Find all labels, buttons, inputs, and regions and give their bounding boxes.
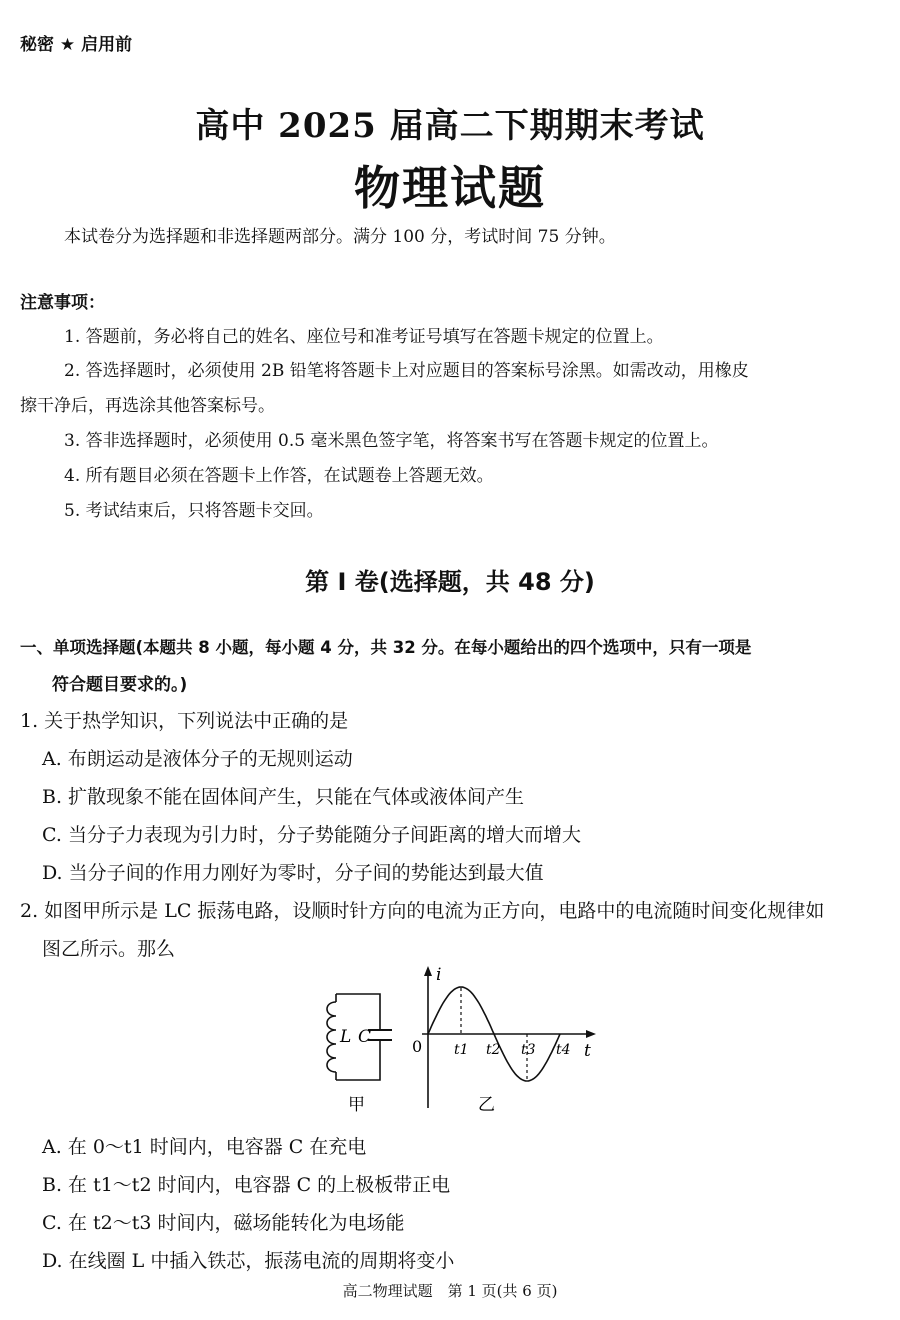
graph-caption: 乙 xyxy=(478,1095,495,1115)
question-1-option-c: C. 当分子力表现为引力时，分子势能随分子间距离的增大而增大 xyxy=(42,824,581,846)
tick-t1: t1 xyxy=(454,1042,469,1058)
notice-item-2-cont: 擦干净后，再选涂其他答案标号。 xyxy=(20,396,275,416)
part1-heading-cont: 符合题目要求的。) xyxy=(52,675,188,695)
notice-item-2: 2. 答选择题时，必须使用 2B 铅笔将答题卡上对应题目的答案标号涂黑。如需改动，用橡皮 xyxy=(64,361,749,381)
notice-item-1: 1. 答题前，务必将自己的姓名、座位号和准考证号填写在答题卡规定的位置上。 xyxy=(64,327,664,347)
notice-heading: 注意事项： xyxy=(20,293,105,313)
inductor-label: L xyxy=(340,1027,352,1047)
part1-heading: 一、单项选择题(本题共 8 小题，每小题 4 分，共 32 分。在每小题给出的四个选项中，只有一项是 xyxy=(20,638,752,657)
section-title: 第 I 卷(选择题，共 48 分) xyxy=(305,568,595,596)
question-2-option-a: A. 在 0～t1 时间内，电容器 C 在充电 xyxy=(42,1136,367,1158)
lc-figure xyxy=(300,960,620,1120)
question-2-stem: 2. 如图甲所示是 LC 振荡电路，设顺时针方向的电流为正方向，电路中的电流随时间变化规律如 xyxy=(20,900,825,922)
tick-t3: t3 xyxy=(521,1042,536,1058)
question-1-option-b: B. 扩散现象不能在固体间产生，只能在气体或液体间产生 xyxy=(42,786,525,808)
question-2-option-b: B. 在 t1～t2 时间内，电容器 C 的上极板带正电 xyxy=(42,1174,451,1196)
y-axis-label: i xyxy=(436,965,442,985)
question-2-option-c: C. 在 t2～t3 时间内，磁场能转化为电场能 xyxy=(42,1212,405,1234)
current-graph xyxy=(422,966,596,1108)
secret-mark: 秘密 ★ 启用前 xyxy=(20,35,133,55)
x-axis-arrow xyxy=(586,1030,596,1038)
y-axis-arrow xyxy=(424,966,432,976)
question-1-stem: 1. 关于热学知识，下列说法中正确的是 xyxy=(20,710,349,732)
page-footer: 高二物理试题 第 1 页(共 6 页) xyxy=(342,1282,558,1300)
x-axis-label: t xyxy=(584,1041,591,1061)
circuit-caption: 甲 xyxy=(348,1095,365,1115)
tick-t2: t2 xyxy=(486,1042,501,1058)
question-1-option-a: A. 布朗运动是液体分子的无规则运动 xyxy=(42,748,353,770)
tick-t4: t4 xyxy=(556,1042,571,1058)
notice-item-4: 4. 所有题目必须在答题卡上作答，在试题卷上答题无效。 xyxy=(64,466,494,486)
notice-item-3: 3. 答非选择题时，必须使用 0.5 毫米黑色签字笔，将答案书写在答题卡规定的位置上。 xyxy=(64,431,719,451)
exam-title: 高中 2025 届高二下期期末考试 xyxy=(195,106,705,146)
question-1-option-d: D. 当分子间的作用力刚好为零时，分子间的势能达到最大值 xyxy=(42,862,544,884)
origin-label: 0 xyxy=(412,1037,423,1056)
capacitor-label: C xyxy=(358,1027,372,1047)
notice-item-5: 5. 考试结束后，只将答题卡交回。 xyxy=(64,501,324,521)
question-2-stem-cont: 图乙所示。那么 xyxy=(42,938,176,960)
question-2-option-d: D. 在线圈 L 中插入铁芯，振荡电流的周期将变小 xyxy=(42,1250,455,1272)
subject-title: 物理试题 xyxy=(354,161,546,215)
intro-text: 本试卷分为选择题和非选择题两部分。满分 100 分，考试时间 75 分钟。 xyxy=(64,227,616,247)
